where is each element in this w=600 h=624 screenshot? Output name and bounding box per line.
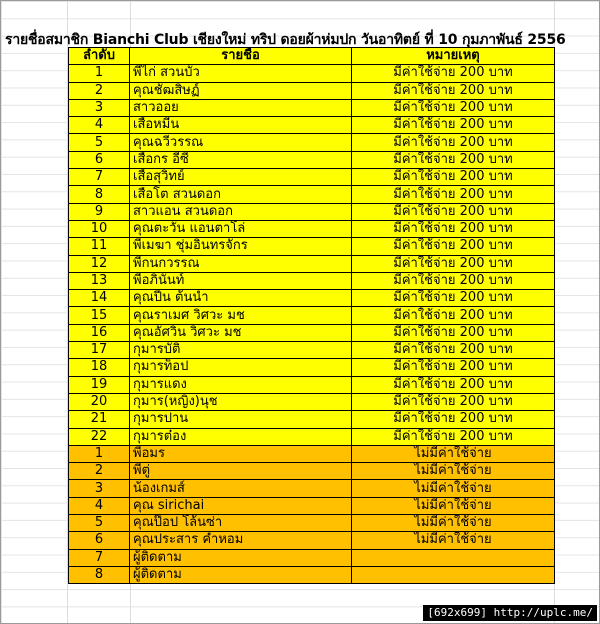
row-note: มีค่าใช้จ่าย 200 บาท — [352, 99, 555, 116]
row-note: มีค่าใช้จ่าย 200 บาท — [352, 376, 555, 393]
member-table — [68, 47, 555, 584]
row-num: 19 — [69, 376, 130, 393]
header-num: ลำดับ — [69, 48, 130, 65]
table-row — [69, 411, 555, 428]
table-body — [69, 65, 555, 584]
row-num: 2 — [69, 82, 130, 99]
row-note: มีค่าใช้จ่าย 200 บาท — [352, 65, 555, 82]
row-num: 4 — [69, 117, 130, 134]
row-note: มีค่าใช้จ่าย 200 บาท — [352, 255, 555, 272]
row-note: ไม่มีค่าใช้จ่าย — [352, 445, 555, 462]
row-note: มีค่าใช้จ่าย 200 บาท — [352, 220, 555, 237]
row-name: พี่กนกวรรณ — [130, 255, 352, 272]
row-num: 12 — [69, 255, 130, 272]
table-row — [69, 376, 555, 393]
row-name: พี่อมร — [130, 445, 352, 462]
row-note: มีค่าใช้จ่าย 200 บาท — [352, 186, 555, 203]
row-num: 2 — [69, 463, 130, 480]
row-num: 16 — [69, 324, 130, 341]
row-note: ไม่มีค่าใช้จ่าย — [352, 463, 555, 480]
row-num: 7 — [69, 169, 130, 186]
table-row — [69, 65, 555, 82]
row-note: ไม่มีค่าใช้จ่าย — [352, 515, 555, 532]
row-name: กุมารแดง — [130, 376, 352, 393]
row-name: คุณฉวีวรรณ — [130, 134, 352, 151]
row-num: 1 — [69, 445, 130, 462]
table-row — [69, 393, 555, 410]
row-name: พี่ตู่ — [130, 463, 352, 480]
table-row — [69, 186, 555, 203]
header-note: หมายเหตุ — [352, 48, 555, 65]
row-name: เสือกร อีซี่ — [130, 151, 352, 168]
row-name: กุมาร(หญิง)นุช — [130, 393, 352, 410]
row-name: คุณตะวัน แอนตาโล่ — [130, 220, 352, 237]
row-note: มีค่าใช้จ่าย 200 บาท — [352, 117, 555, 134]
row-num: 1 — [69, 65, 130, 82]
row-num: 21 — [69, 411, 130, 428]
table-row — [69, 549, 555, 566]
row-note — [352, 549, 555, 566]
row-num: 3 — [69, 99, 130, 116]
row-note: มีค่าใช้จ่าย 200 บาท — [352, 203, 555, 220]
table-row — [69, 566, 555, 583]
row-num: 13 — [69, 272, 130, 289]
row-name: ผู้ติดตาม — [130, 549, 352, 566]
row-note: ไม่มีค่าใช้จ่าย — [352, 532, 555, 549]
header-name: รายชื่อ — [130, 48, 352, 65]
row-name: คุณ sirichai — [130, 497, 352, 514]
row-note: มีค่าใช้จ่าย 200 บาท — [352, 307, 555, 324]
row-name: ผู้ติดตาม — [130, 566, 352, 583]
row-note: มีค่าใช้จ่าย 200 บาท — [352, 411, 555, 428]
row-name: กุมารบัติ — [130, 342, 352, 359]
table-row — [69, 255, 555, 272]
row-num: 4 — [69, 497, 130, 514]
table-row — [69, 428, 555, 445]
row-name: กุมารท็อป — [130, 359, 352, 376]
row-name: เสือหมีน — [130, 117, 352, 134]
row-num: 18 — [69, 359, 130, 376]
table-row — [69, 82, 555, 99]
row-num: 9 — [69, 203, 130, 220]
row-num: 7 — [69, 549, 130, 566]
header-row — [69, 48, 555, 65]
row-num: 15 — [69, 307, 130, 324]
table-row — [69, 220, 555, 237]
row-name: น้องเกมส์ — [130, 480, 352, 497]
row-num: 8 — [69, 186, 130, 203]
watermark: [692x699] http://uplc.me/ — [423, 605, 597, 621]
row-name: คุณราเมศ วิศวะ มช — [130, 307, 352, 324]
row-num: 6 — [69, 151, 130, 168]
table-row — [69, 290, 555, 307]
table-row — [69, 480, 555, 497]
row-name: สาวแอน สวนดอก — [130, 203, 352, 220]
table-row — [69, 515, 555, 532]
row-name: สาวออย — [130, 99, 352, 116]
row-name: เสือโต สวนดอก — [130, 186, 352, 203]
row-name: กุมารปาน — [130, 411, 352, 428]
row-note: มีค่าใช้จ่าย 200 บาท — [352, 428, 555, 445]
table-row — [69, 497, 555, 514]
row-name: พี่ไก่ สวนบัว — [130, 65, 352, 82]
row-name: พี่อภินันท์ — [130, 272, 352, 289]
table-row — [69, 99, 555, 116]
row-note: มีค่าใช้จ่าย 200 บาท — [352, 290, 555, 307]
row-num: 20 — [69, 393, 130, 410]
row-num: 3 — [69, 480, 130, 497]
row-note: มีค่าใช้จ่าย 200 บาท — [352, 393, 555, 410]
table-row — [69, 342, 555, 359]
row-num: 5 — [69, 515, 130, 532]
table-row — [69, 238, 555, 255]
row-name: คุณประสาร คำหอม — [130, 532, 352, 549]
table-row — [69, 203, 555, 220]
row-num: 14 — [69, 290, 130, 307]
table-row — [69, 359, 555, 376]
row-note: มีค่าใช้จ่าย 200 บาท — [352, 82, 555, 99]
table-row — [69, 445, 555, 462]
row-num: 17 — [69, 342, 130, 359]
table-row — [69, 463, 555, 480]
row-num: 8 — [69, 566, 130, 583]
table-row — [69, 532, 555, 549]
row-note: ไม่มีค่าใช้จ่าย — [352, 497, 555, 514]
row-name: คุณปีน ต้นน้ำ — [130, 290, 352, 307]
table-row — [69, 272, 555, 289]
row-num: 5 — [69, 134, 130, 151]
row-note: มีค่าใช้จ่าย 200 บาท — [352, 359, 555, 376]
table-row — [69, 169, 555, 186]
row-num: 6 — [69, 532, 130, 549]
row-name: เสือสุวิทย์ — [130, 169, 352, 186]
row-num: 22 — [69, 428, 130, 445]
row-name: คุณป๊อป โล้นซ่า — [130, 515, 352, 532]
row-name: พี่เมฆา ชุ่มอินทรจักร — [130, 238, 352, 255]
row-note: มีค่าใช้จ่าย 200 บาท — [352, 238, 555, 255]
row-name: กุมารต๋อง — [130, 428, 352, 445]
row-note: ไม่มีค่าใช้จ่าย — [352, 480, 555, 497]
row-note: มีค่าใช้จ่าย 200 บาท — [352, 342, 555, 359]
table-row — [69, 117, 555, 134]
row-note: มีค่าใช้จ่าย 200 บาท — [352, 324, 555, 341]
row-num: 11 — [69, 238, 130, 255]
row-num: 10 — [69, 220, 130, 237]
row-name: คุณอัศวิน วิศวะ มช — [130, 324, 352, 341]
row-note: มีค่าใช้จ่าย 200 บาท — [352, 272, 555, 289]
row-note: มีค่าใช้จ่าย 200 บาท — [352, 151, 555, 168]
table-row — [69, 307, 555, 324]
row-note: มีค่าใช้จ่าย 200 บาท — [352, 134, 555, 151]
table-row — [69, 134, 555, 151]
row-name: คุณชัฒสิษฏ์ — [130, 82, 352, 99]
row-note: มีค่าใช้จ่าย 200 บาท — [352, 169, 555, 186]
document-title: รายชื่อสมาชิก Bianchi Club เชียงใหม่ ทริป ดอยผ้าห่มปก วันอาทิตย์ ที่ 10 กุมภาพันธ์ 2556 — [5, 32, 566, 48]
row-note — [352, 566, 555, 583]
table-row — [69, 324, 555, 341]
table-row — [69, 151, 555, 168]
